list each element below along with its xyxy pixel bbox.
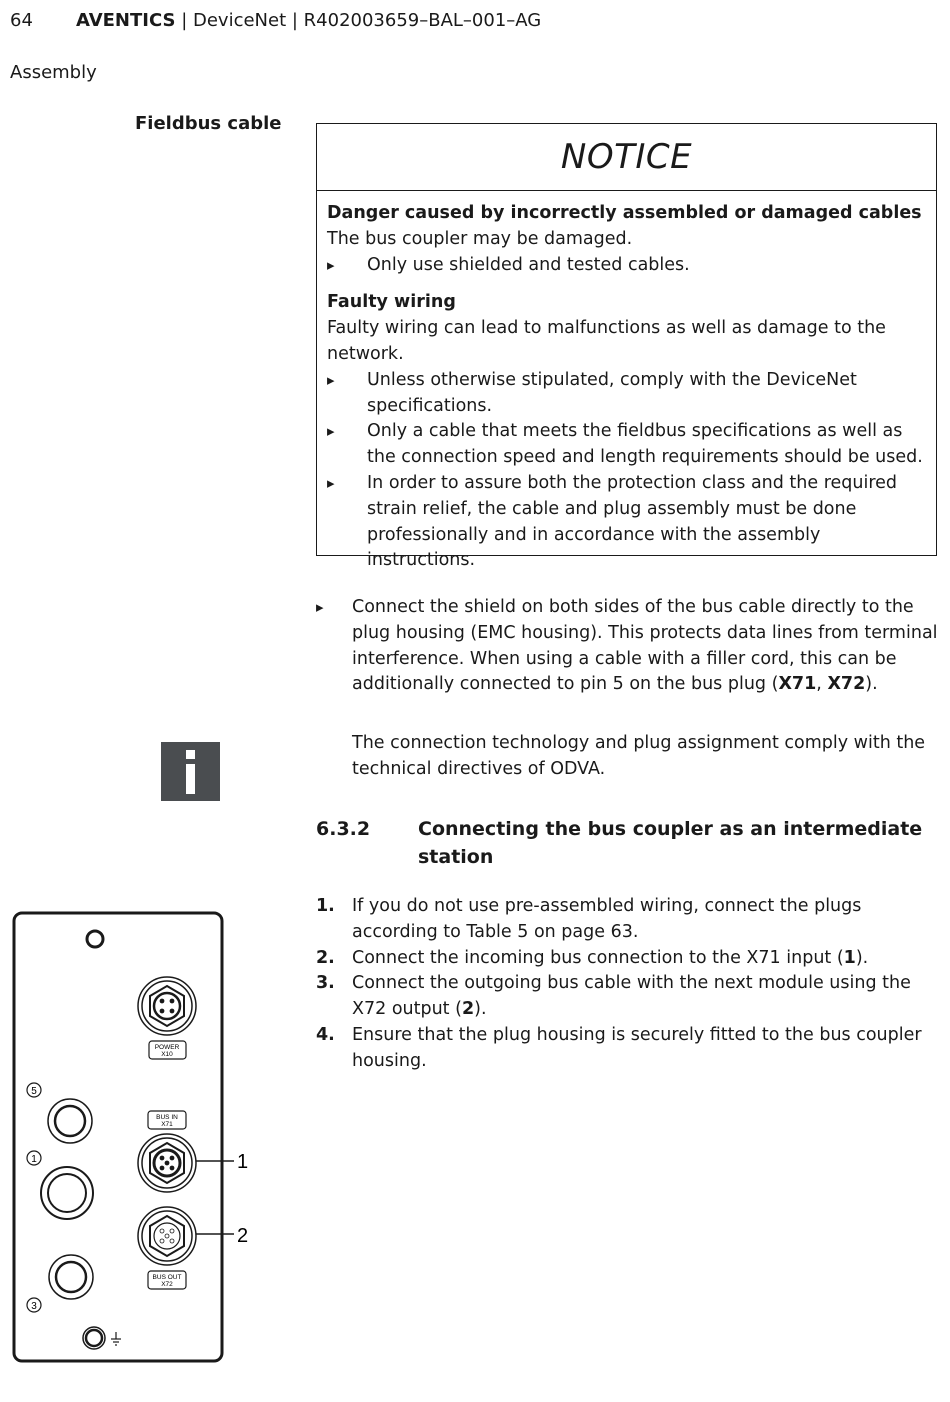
subsection-heading	[316, 815, 938, 871]
step-text-end: ).	[474, 999, 487, 1020]
notice-text-faulty-wiring: Faulty wiring can lead to malfunctions as well as damage to the network.	[327, 318, 886, 364]
step-item	[316, 1023, 938, 1075]
device-housing	[14, 913, 222, 1361]
shield-instruction	[316, 595, 938, 698]
step-text: Connect the outgoing bus cable with the next module using the X72 output (	[352, 973, 911, 1020]
notice-bullet: ▸ Only a cable that meets the fieldbus specifications as well as the connection speed and length requirements should be used.	[327, 419, 928, 471]
callout-2: 2	[237, 1225, 249, 1247]
step-text: Ensure that the plug housing is securely fitted to the bus coupler housing.	[352, 1024, 922, 1071]
bus-in-connector	[138, 1134, 196, 1192]
power-id: X10	[161, 1051, 173, 1058]
bus-out-connector	[138, 1207, 196, 1265]
step-number: 2.	[316, 947, 335, 968]
step-number: 1.	[316, 896, 335, 916]
step-text-end: ).	[855, 947, 869, 968]
step-text: Connect the incoming bus connection to the X71 input (	[352, 947, 844, 968]
power-connector	[138, 977, 196, 1035]
notice-text-damaged-cables: The bus coupler may be damaged.	[327, 228, 633, 249]
step-item	[316, 894, 938, 946]
bus-coupler-figure	[8, 905, 258, 1370]
notice-title: NOTICE	[317, 124, 936, 191]
step-text: If you do not use pre-assembled wiring, connect the plugs according to Table 5 on page 63.	[352, 896, 862, 942]
side-heading: Fieldbus cable	[135, 113, 282, 134]
instruction-text: Connect the shield on both sides of the bus cable directly to the plug housing (EMC housing). This protects data lines from terminal interference. When using a cable with a filler cord, this can be additionally connected to pin 5 on the bus plug (	[352, 597, 938, 695]
notice-heading-damaged-cables: Danger caused by incorrectly assembled or damaged cables	[327, 203, 922, 223]
notice-bullet: ▸ Unless otherwise stipulated, comply with the DeviceNet specifications.	[327, 368, 928, 420]
marker-1-text: 1	[31, 1154, 37, 1165]
step-item	[316, 946, 938, 972]
subsection-number: 6.3.2	[316, 818, 371, 840]
instruction-end: ).	[865, 674, 878, 695]
bus-in-id: X71	[161, 1121, 173, 1128]
mounting-hole	[87, 931, 103, 947]
ground-connector	[83, 1327, 105, 1349]
marker-3-text: 3	[31, 1301, 37, 1312]
bus-in-label: BUS IN	[156, 1114, 178, 1121]
step-list	[316, 894, 938, 1075]
bus-out-id: X72	[161, 1281, 173, 1288]
power-label: POWER	[154, 1044, 180, 1051]
bus-out-label: BUS OUT	[152, 1274, 182, 1281]
notice-heading-faulty-wiring: Faulty wiring	[327, 292, 456, 313]
notice-body	[317, 191, 936, 574]
info-note: The connection technology and plug assignment comply with the technical directives of ODVA.	[352, 733, 926, 779]
brand-name: AVENTICS	[76, 10, 176, 31]
step-item	[316, 971, 938, 1023]
instruction-x72: X72	[827, 674, 866, 695]
step-ref: 2	[461, 999, 475, 1020]
callout-1: 1	[237, 1151, 249, 1173]
info-icon	[161, 742, 220, 801]
page-number: 64	[10, 10, 33, 31]
page-header	[10, 10, 541, 31]
notice-bullet: ▸ In order to assure both the protection class and the required strain relief, the cable and plug assembly must be done professionally and in accordance with the assembly instructions.	[327, 471, 928, 574]
section-title: Assembly	[10, 62, 97, 83]
document-reference: | DeviceNet | R402003659–BAL–001–AG	[175, 10, 542, 31]
step-ref: 1	[843, 947, 856, 968]
subsection-title: Connecting the bus coupler as an intermediate station	[418, 818, 923, 868]
step-number: 4.	[316, 1024, 335, 1045]
instruction-x71: X71	[778, 674, 817, 695]
step-number: 3.	[316, 973, 335, 994]
notice-box	[316, 123, 937, 571]
notice-bullet: ▸ Only use shielded and tested cables.	[327, 253, 928, 279]
instruction-separator: ,	[816, 674, 828, 695]
marker-5-text: 5	[31, 1086, 37, 1097]
